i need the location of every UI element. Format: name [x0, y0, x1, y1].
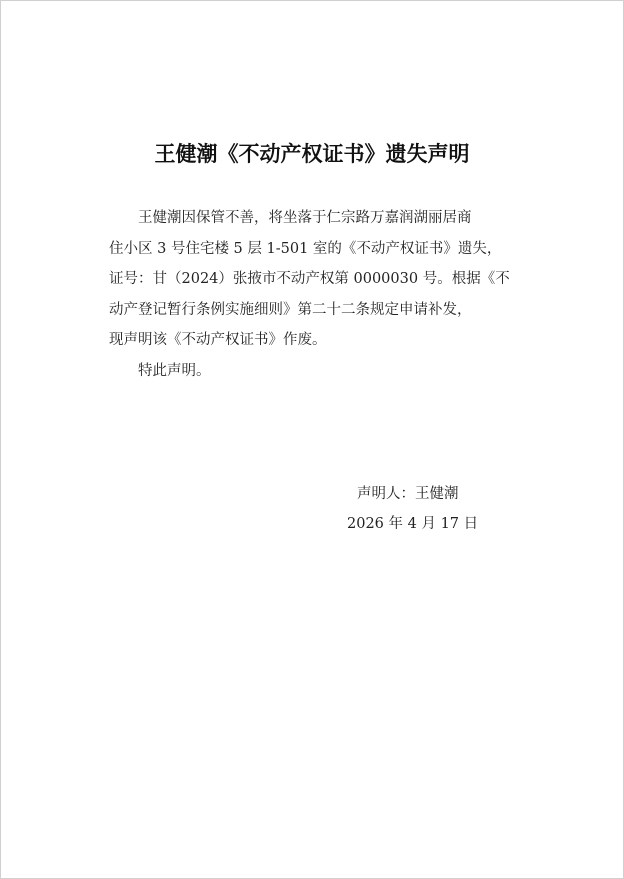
notice-date: 2026 年 4 月 17 日 [347, 516, 479, 532]
signer-line: 声明人：王健潮 [357, 486, 459, 502]
notice-body [109, 203, 521, 356]
body-line-2: 住小区 3 号住宅楼 5 层 1-501 室的《不动产权证书》遗失， [109, 240, 502, 257]
body-line-1: 王健潮因保管不善，将坐落于仁宗路万嘉润湖丽居商 [138, 210, 472, 226]
body-line-4: 动产登记暂行条例实施细则》第二十二条规定申请补发， [109, 301, 472, 318]
closing-statement: 特此声明。 [138, 363, 211, 379]
notice-title: 王健潮《不动产权证书》遗失声明 [154, 141, 470, 166]
body-line-3: 证号：甘（2024）张掖市不动产权第 0000030 号。根据《不 [109, 271, 510, 287]
body-line-5: 现声明该《不动产权证书》作废。 [109, 332, 327, 348]
